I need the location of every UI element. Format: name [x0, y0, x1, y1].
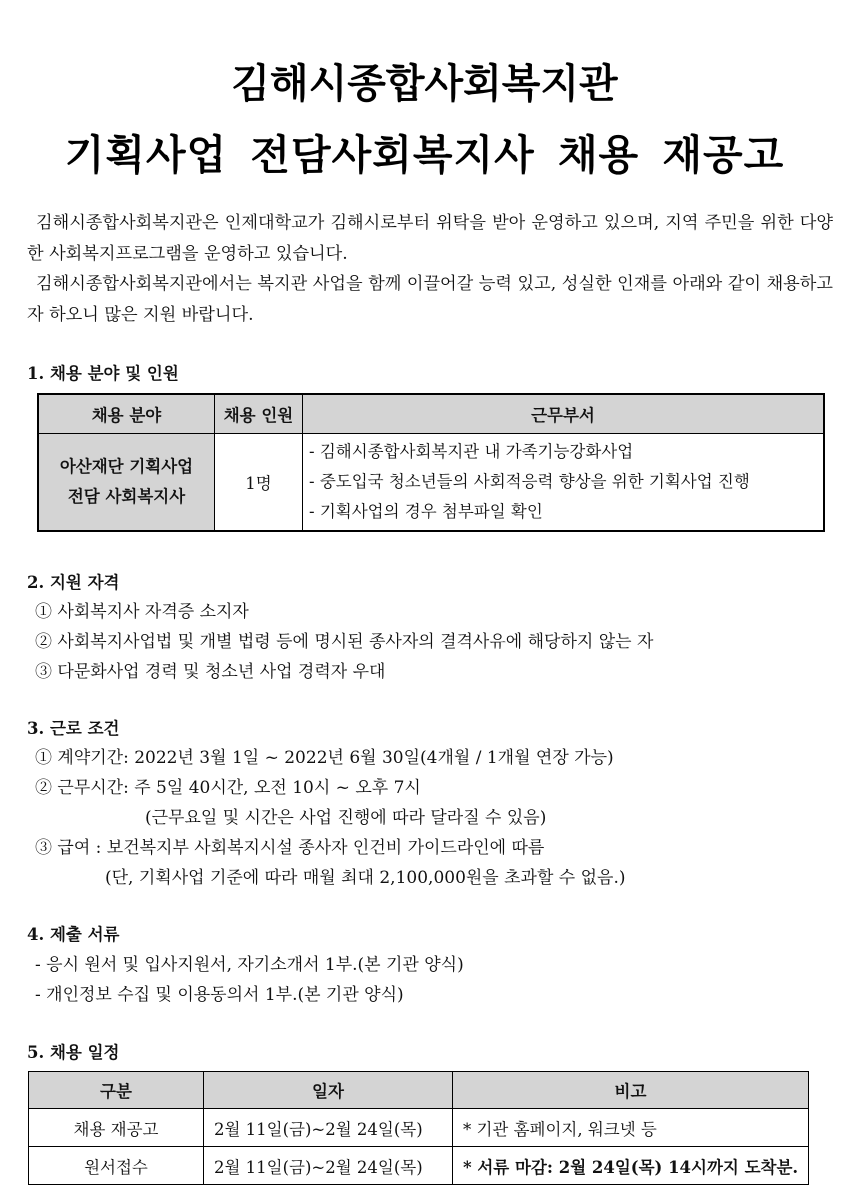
document-item: - 응시 원서 및 입사지원서, 자기소개서 1부.(본 기관 양식) [35, 955, 464, 975]
page-title: 김해시종합사회복지관 [231, 61, 618, 107]
header-department: 근무부서 [303, 394, 825, 434]
duties-cell [303, 434, 825, 532]
table-row [38, 434, 824, 532]
date-cell: 2월 11일(금)~2월 24일(목) [204, 1147, 453, 1185]
section-5-heading: 5. 채용 일정 [27, 1043, 120, 1062]
table-row [29, 1147, 809, 1185]
count-cell: 1명 [215, 434, 303, 532]
header-count: 채용 인원 [215, 394, 303, 434]
header-note: 비고 [453, 1072, 809, 1109]
header-date: 일자 [204, 1072, 453, 1109]
qualification-item: ① 사회복지사 자격증 소지자 [35, 602, 249, 622]
field-line-1: 아산재단 기획사업 [59, 457, 194, 476]
condition-note: (단, 기획사업 기준에 따라 매월 최대 2,100,000원을 초과할 수 없음.) [105, 868, 626, 888]
duty-item: - 김해시종합사회복지관 내 가족기능강화사업 [309, 442, 634, 461]
condition-note: (근무요일 및 시간은 사업 진행에 따라 달라질 수 있음) [145, 808, 547, 828]
qualification-item: ③ 다문화사업 경력 및 청소년 사업 경력자 우대 [35, 662, 386, 682]
header-category: 구분 [29, 1072, 204, 1109]
section-1-heading: 1. 채용 분야 및 인원 [27, 364, 179, 383]
condition-item: ③ 급여 : 보건복지부 사회복지시설 종사자 인건비 가이드라인에 따름 [35, 838, 545, 858]
recruitment-table [37, 393, 825, 532]
qualification-item: ② 사회복지사업법 및 개별 법령 등에 명시된 종사자의 결격사유에 해당하지 않는 자 [35, 632, 654, 652]
note-cell: * 기관 홈페이지, 워크넷 등 [453, 1109, 809, 1147]
section-4-heading: 4. 제출 서류 [27, 925, 120, 944]
condition-item: ① 계약기간: 2022년 3월 1일 ~ 2022년 6월 30일(4개월 / 1개월 연장 가능) [35, 748, 614, 768]
date-cell: 2월 11일(금)~2월 24일(목) [204, 1109, 453, 1147]
page-subtitle: 기획사업 전담사회복지사 채용 재공고 [64, 131, 785, 179]
section-2-heading: 2. 지원 자격 [27, 573, 120, 592]
intro-paragraph-2: 김해시종합사회복지관에서는 복지관 사업을 함께 이끌어갈 능력 있고, 성실한 인재를 아래와 같이 채용하고자 하오니 많은 지원 바랍니다. [27, 274, 833, 325]
document-item: - 개인정보 수집 및 이용동의서 1부.(본 기관 양식) [35, 985, 404, 1005]
section-3-heading: 3. 근로 조건 [27, 719, 120, 738]
category-cell: 채용 재공고 [29, 1109, 204, 1147]
table-header-row [29, 1072, 809, 1109]
category-cell: 원서접수 [29, 1147, 204, 1185]
duty-item: - 기획사업의 경우 첨부파일 확인 [309, 502, 543, 521]
intro-paragraph-1: 김해시종합사회복지관은 인제대학교가 김해시로부터 위탁을 받아 운영하고 있으며, 지역 주민을 위한 다양한 사회복지프로그램을 운영하고 있습니다. [27, 213, 833, 264]
table-row [29, 1109, 809, 1147]
condition-item: ② 근무시간: 주 5일 40시간, 오전 10시 ~ 오후 7시 [35, 778, 421, 798]
field-cell [38, 434, 215, 532]
note-cell: * 서류 마감: 2월 24일(목) 14시까지 도착분. [453, 1147, 809, 1185]
field-line-2: 전담 사회복지사 [67, 487, 186, 506]
intro-text [27, 208, 833, 330]
table-header-row [38, 394, 824, 434]
schedule-table [28, 1071, 809, 1185]
header-field: 채용 분야 [38, 394, 215, 434]
duty-item: - 중도입국 청소년들의 사회적응력 향상을 위한 기획사업 진행 [309, 472, 750, 491]
